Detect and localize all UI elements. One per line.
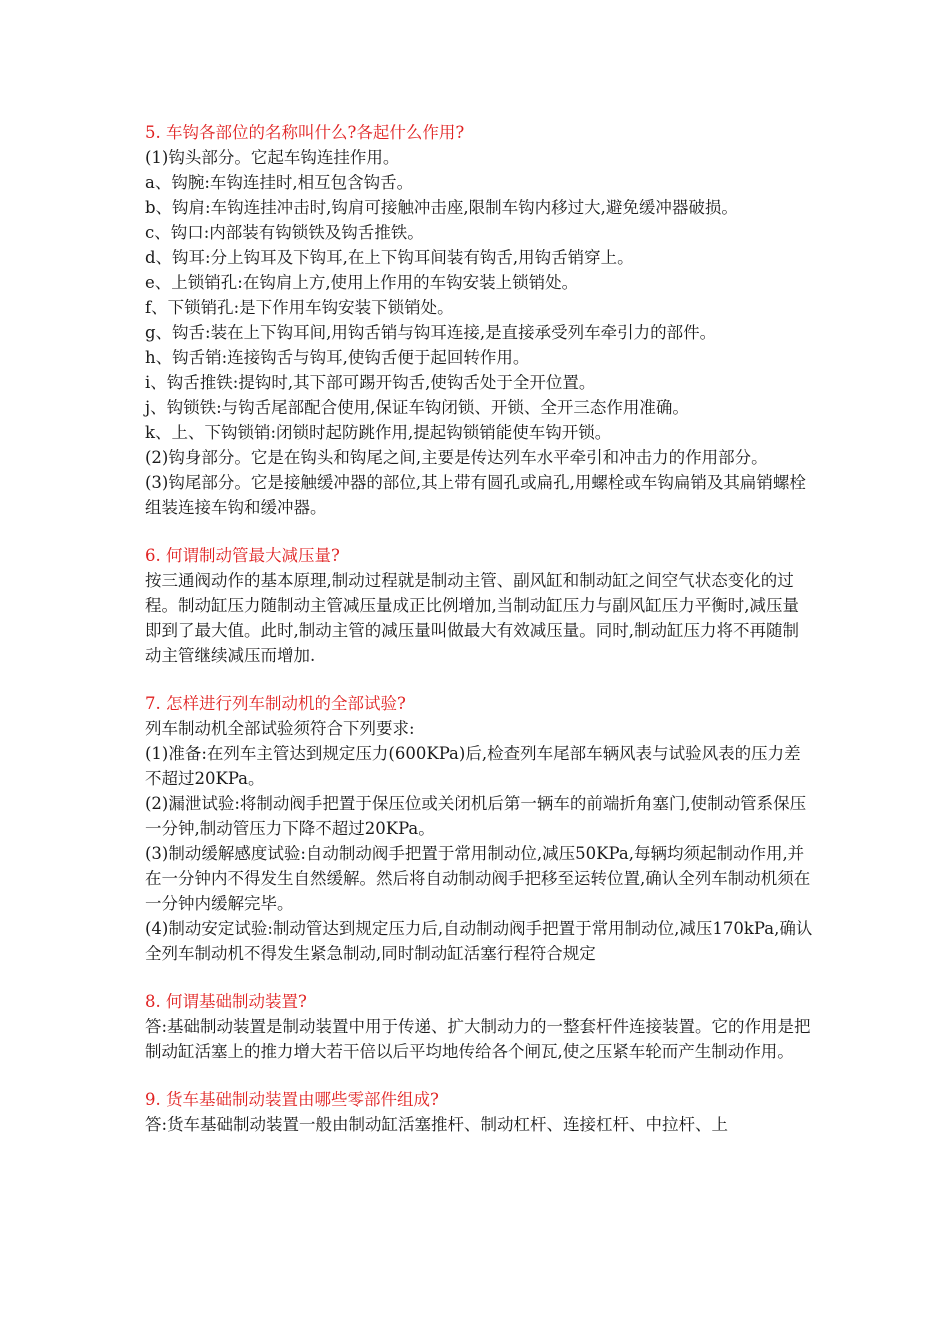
section-heading: 5. 车钩各部位的名称叫什么?各起什么作用? [145,123,465,142]
text-line: (4)制动安定试验:制动管达到规定压力后,自动制动阀手把置于常用制动位,减压170kPa,确认全列车制动机不得发生紧急制动,同时制动缸活塞行程符合规定 [145,919,813,963]
text-line: (3)钩尾部分。它是接触缓冲器的部位,其上带有圆孔或扁孔,用螺栓或车钩扁销及其扁销螺栓组装连接车钩和缓冲器。 [145,473,806,517]
section-8 [145,989,815,1064]
document-page [145,120,815,1160]
text-line: (1)钩头部分。它起车钩连挂作用。 [145,148,400,167]
text-line: 答:货车基础制动装置一般由制动缸活塞推杆、制动杠杆、连接杠杆、中拉杆、上 [145,1115,729,1134]
text-line: (2)漏泄试验:将制动阀手把置于保压位或关闭机后第一辆车的前端折角塞门,使制动管系保压一分钟,制动管压力下降不超过20KPa。 [145,794,807,838]
text-line: 列车制动机全部试验须符合下列要求: [145,719,415,738]
text-line: e、上锁销孔:在钩肩上方,使用上作用的车钩安装上锁销处。 [145,273,579,292]
section-7 [145,691,815,966]
text-line: b、钩肩:车钩连挂冲击时,钩肩可接触冲击座,限制车钩内移过大,避免缓冲器破损。 [145,198,738,217]
text-line: d、钩耳:分上钩耳及下钩耳,在上下钩耳间装有钩舌,用钩舌销穿上。 [145,248,634,267]
text-line: a、钩腕:车钩连挂时,相互包含钩舌。 [145,173,414,192]
text-line: 按三通阀动作的基本原理,制动过程就是制动主管、副风缸和制动缸之间空气状态变化的过程。制动缸压力随制动主管减压量成正比例增加,当制动缸压力与副风缸压力平衡时,减压量即到了最大值。此时,制动主管的减压量叫做最大有效减压量。同时,制动缸压力将不再随制动主管继续减压而增加. [145,571,799,665]
section-heading: 8. 何谓基础制动装置? [145,992,307,1011]
section-5 [145,120,815,520]
section-heading: 7. 怎样进行列车制动机的全部试验? [145,694,406,713]
text-line: i、钩舌推铁:提钩时,其下部可踢开钩舌,使钩舌处于全开位置。 [145,373,596,392]
section-9 [145,1087,815,1137]
text-line: 答:基础制动装置是制动装置中用于传递、扩大制动力的一整套杆件连接装置。它的作用是把制动缸活塞上的推力增大若干倍以后平均地传给各个闸瓦,使之压紧车轮而产生制动作用。 [145,1017,811,1061]
section-heading: 6. 何谓制动管最大减压量? [145,546,340,565]
text-line: h、钩舌销:连接钩舌与钩耳,使钩舌便于起回转作用。 [145,348,530,367]
text-line: k、上、下钩锁销:闭锁时起防跳作用,提起钩锁销能使车钩开锁。 [145,423,612,442]
text-line: c、钩口:内部装有钩锁铁及钩舌推铁。 [145,223,424,242]
text-line: j、钩锁铁:与钩舌尾部配合使用,保证车钩闭锁、开锁、全开三态作用准确。 [145,398,689,417]
section-6 [145,543,815,668]
text-line: (2)钩身部分。它是在钩头和钩尾之间,主要是传达列车水平牵引和冲击力的作用部分。 [145,448,768,467]
text-line: f、下锁销孔:是下作用车钩安装下锁销处。 [145,298,454,317]
section-heading: 9. 货车基础制动装置由哪些零部件组成? [145,1090,439,1109]
text-line: (1)准备:在列车主管达到规定压力(600KPa)后,检查列车尾部车辆风表与试验风表的压力差不超过20KPa。 [145,744,801,788]
text-line: (3)制动缓解感度试验:自动制动阀手把置于常用制动位,减压50KPa,每辆均须起制动作用,并在一分钟内不得发生自然缓解。然后将自动制动阀手把移至运转位置,确认全列车制动机须在一分钟内缓解完毕。 [145,844,811,913]
text-line: g、钩舌:装在上下钩耳间,用钩舌销与钩耳连接,是直接承受列车牵引力的部件。 [145,323,717,342]
